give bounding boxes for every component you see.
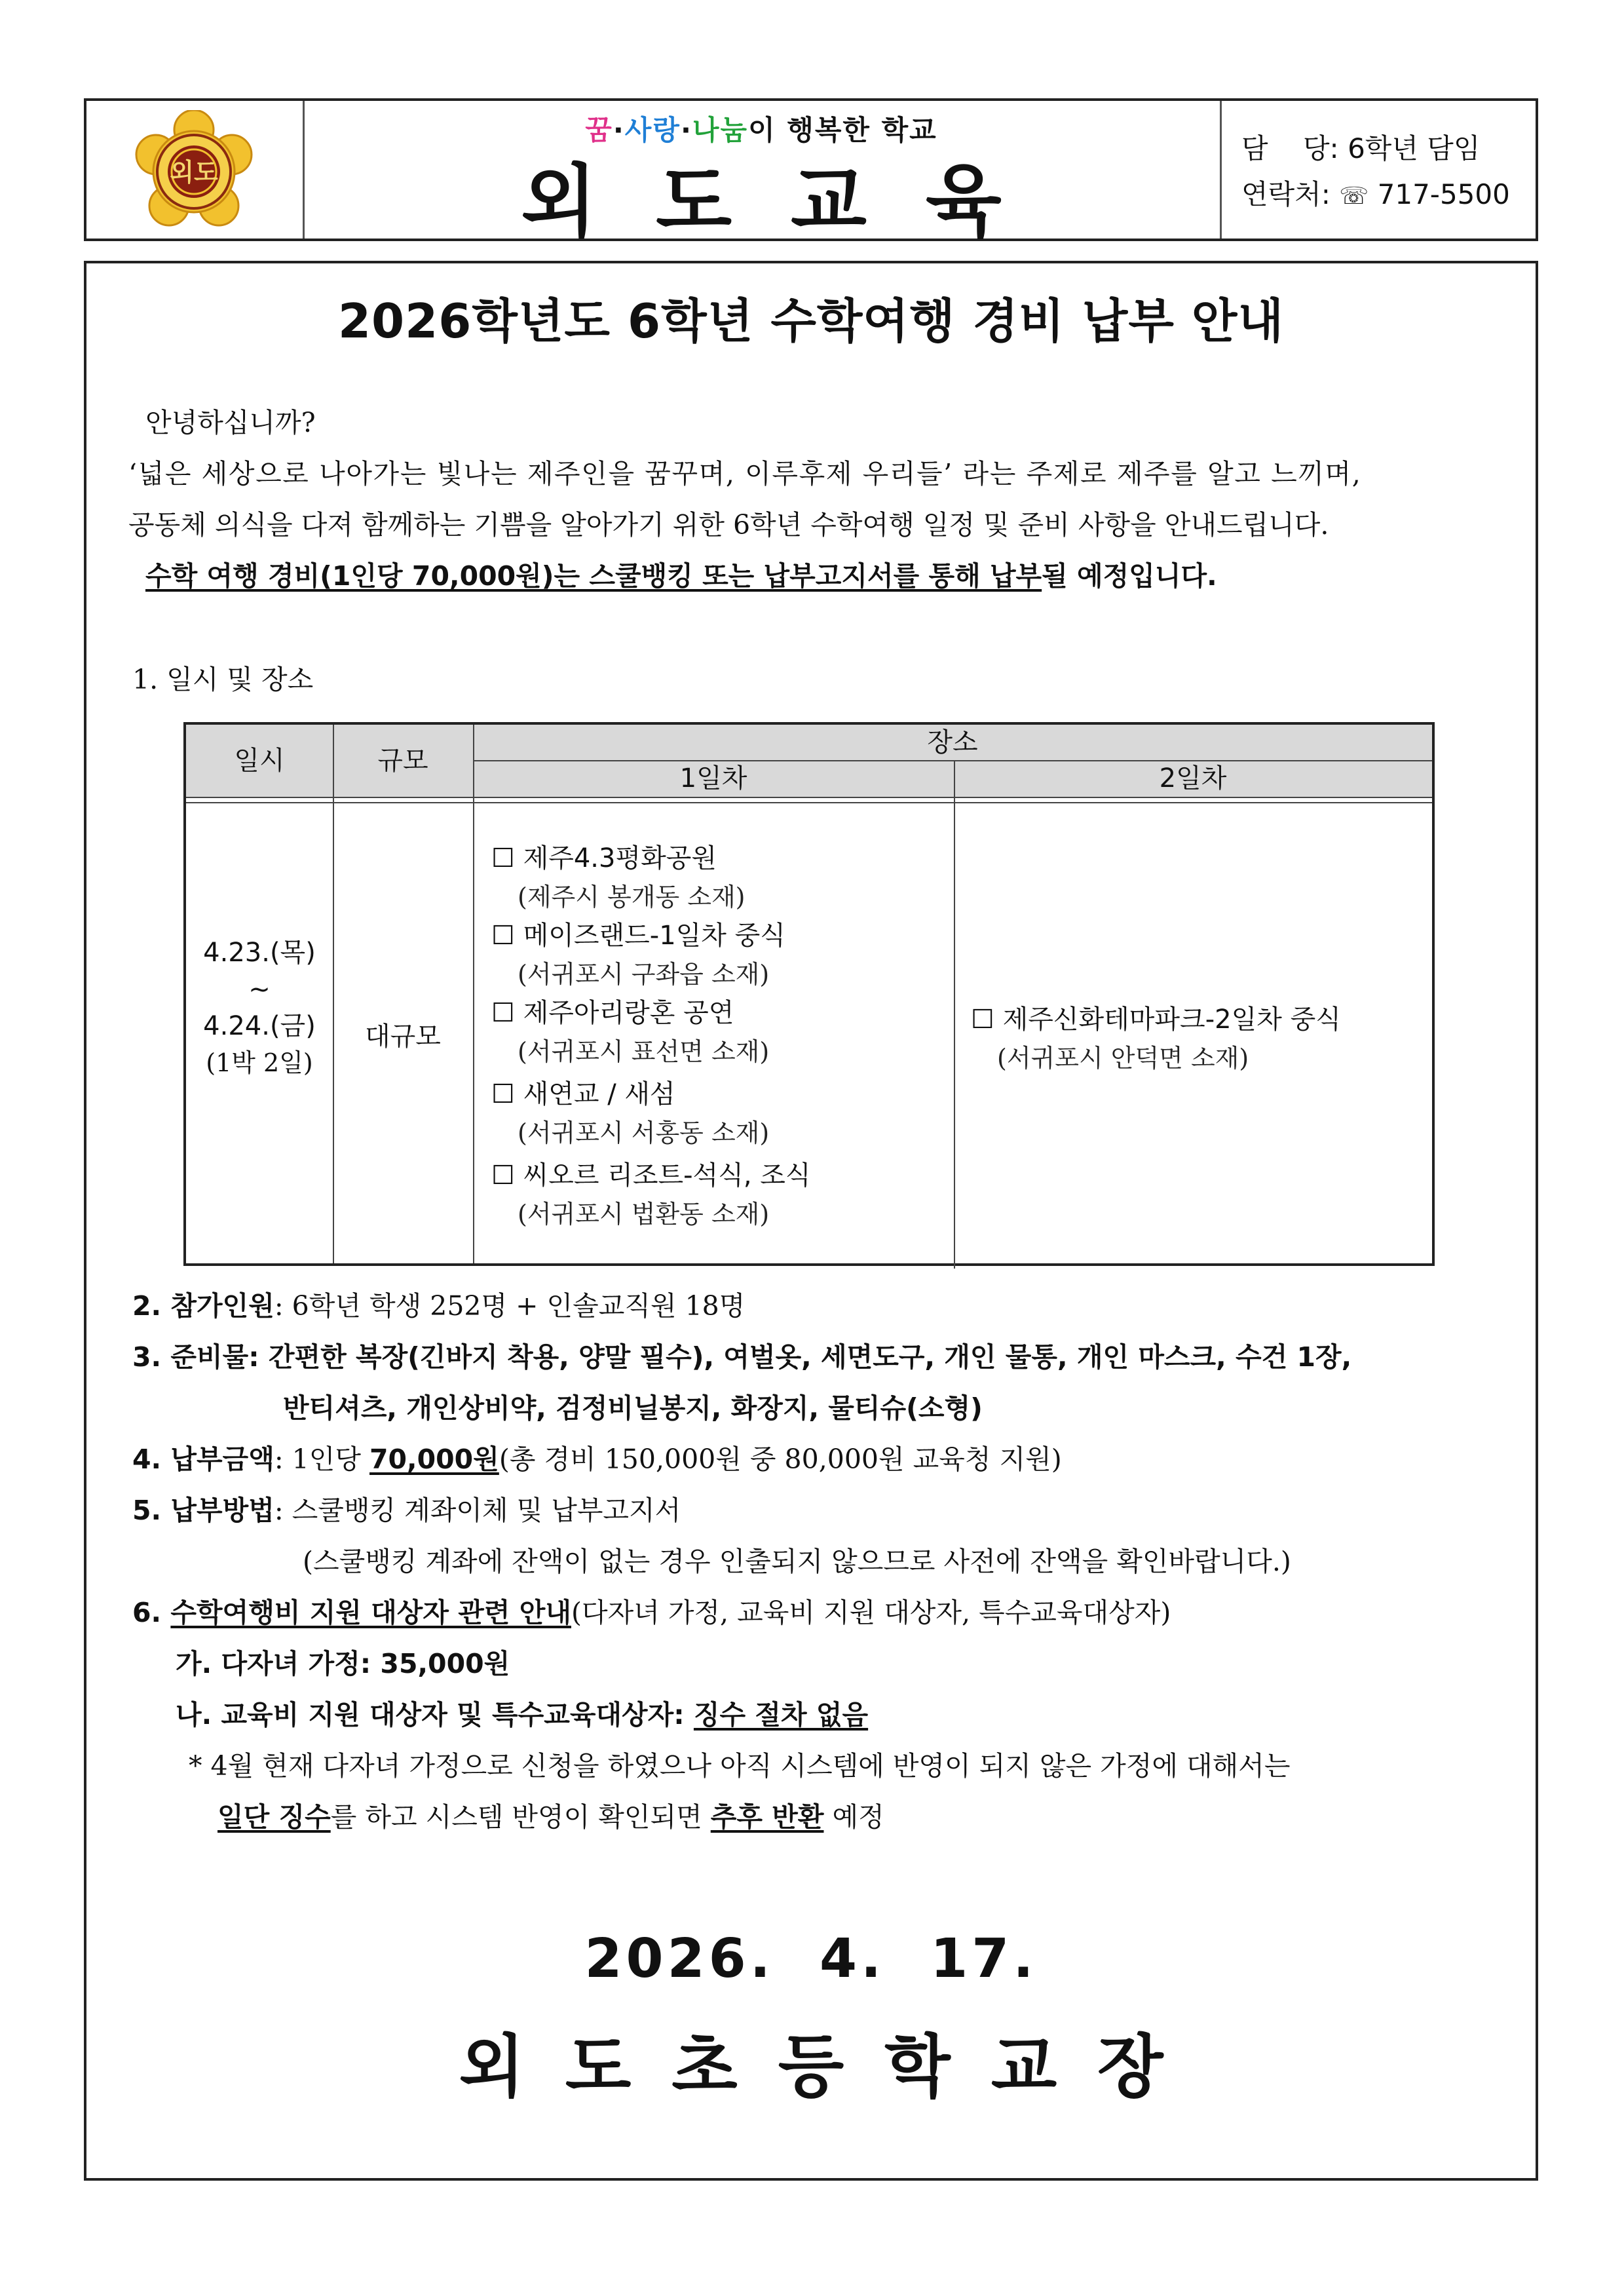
table-divider (473, 725, 474, 1263)
intro-line-2: 공동체 의식을 다져 함께하는 기쁨을 알아가기 위한 6학년 수학여행 일정 및 준비 사항을 안내드립니다. (128, 509, 1329, 541)
note-line-2 (217, 1795, 884, 1834)
day1-location: (제주시 봉개동 소재) (518, 883, 746, 911)
date-cell (186, 934, 333, 1081)
th-place: 장소 (473, 725, 1432, 760)
support-aid (176, 1693, 868, 1732)
slogan-rest: 이 행복한 학교 (748, 114, 937, 146)
note-underline: 일단 징수 (217, 1801, 331, 1833)
fee-rest: 될 예정입니다. (1042, 560, 1217, 592)
masthead-cell (303, 101, 1220, 248)
item-label: 수학여행비 지원 대상자 관련 안내 (170, 1597, 571, 1628)
emblem-text: 외도 (170, 158, 218, 187)
item-supplies (132, 1335, 1351, 1374)
support-multichild: 가. 다자녀 가정: 35,000원 (176, 1648, 510, 1679)
school-emblem-icon (132, 110, 255, 232)
date-end: 4.24.(금) (203, 1011, 316, 1041)
table-divider (333, 725, 334, 1263)
item-label: 2. 참가인원 (132, 1290, 274, 1322)
day2-place: ☐ 제주신화테마파크-2일차 중식 (971, 1004, 1341, 1035)
method-note: (스쿨뱅킹 계좌에 잔액이 없는 경우 인출되지 않으므로 사전에 잔액을 확인바랍니다.) (303, 1546, 1291, 1577)
contact-person (1241, 127, 1480, 166)
item-text: : 스쿨뱅킹 계좌이체 및 납부고지서 (274, 1495, 681, 1526)
slogan-dot: · (613, 114, 625, 146)
amount-value: 70,000원 (369, 1444, 499, 1475)
date-duration: (1박 2일) (206, 1048, 313, 1077)
item-number: 6. (132, 1597, 171, 1628)
item-text: : 6학년 학생 252명 + 인솔교직원 18명 (274, 1290, 746, 1322)
support-aid-value: 징수 절차 없음 (693, 1699, 869, 1731)
table-divider (954, 760, 955, 1269)
day1-location: (서귀포시 법환동 소재) (518, 1200, 770, 1229)
item-method (132, 1489, 681, 1527)
masthead-title: 외도교육 (521, 157, 1061, 248)
scale-cell: 대규모 (365, 1022, 441, 1052)
support-aid-label: 나. 교육비 지원 대상자 및 특수교육대상자: (176, 1699, 694, 1731)
letterhead (84, 98, 1538, 248)
item-amount (132, 1438, 1062, 1476)
note-text: 를 하고 시스템 반영이 확인되면 (330, 1801, 711, 1833)
item-supplies-cont: 반티셔츠, 개인상비약, 검정비닐봉지, 화장지, 물티슈(소형) (283, 1392, 983, 1424)
fee-underlined: 수학 여행 경비(1인당 70,000원)는 스쿨뱅킹 또는 납부고지서를 통해 납부 (145, 560, 1042, 592)
slogan-dot: · (680, 114, 692, 146)
greeting: 안녕하십니까? (145, 407, 316, 438)
day1-place: ☐ 제주아리랑혼 공연 (491, 998, 734, 1028)
contact-person-label: 담 당: (1241, 132, 1339, 164)
contact-cell (1220, 101, 1536, 239)
phone-icon: ☏ (1339, 183, 1369, 210)
item-label: 4. 납부금액 (132, 1444, 274, 1475)
slogan-love: 사랑 (624, 114, 681, 146)
th-scale: 규모 (333, 725, 473, 797)
note-text: 예정 (823, 1801, 884, 1833)
table-divider (473, 760, 1432, 761)
note-underline: 추후 반환 (710, 1801, 824, 1833)
contact-phone-value: 717-5500 (1377, 178, 1510, 210)
slogan-dream: 꿈 (585, 114, 613, 146)
principal-signature: 외도초등학교장 (459, 2027, 1204, 2107)
note-line-1: * 4월 현재 다자녀 가정으로 신청을 하였으나 아직 시스템에 반영이 되지 않은 가정에 대해서는 (189, 1750, 1291, 1782)
item-text: (다자녀 가정, 교육비 지원 대상자, 특수교육대상자) (571, 1597, 1171, 1628)
contact-phone-label: 연락처: (1241, 178, 1331, 210)
item-text: : 간편한 복장(긴바지 착용, 양말 필수), 여벌옷, 세면도구, 개인 물통, 개인 마스크, 수건 1장, (248, 1341, 1352, 1373)
day1-location: (서귀포시 표선면 소재) (518, 1037, 770, 1066)
document-title: 2026학년도 6학년 수학여행 경비 납부 안내 (337, 294, 1285, 349)
item-participants (132, 1284, 745, 1323)
schedule-table (183, 722, 1435, 1266)
day1-place: ☐ 씨오르 리조트-석식, 조식 (491, 1160, 811, 1191)
intro-line-3 (145, 554, 1217, 593)
item-support (132, 1591, 1171, 1630)
day1-place: ☐ 새연교 / 새섬 (491, 1079, 675, 1109)
day1-location: (서귀포시 서홍동 소재) (518, 1119, 770, 1147)
contact-person-value: 6학년 담임 (1348, 132, 1481, 164)
day1-place: ☐ 메이즈랜드-1일차 중식 (491, 921, 785, 951)
th-day2: 2일차 (954, 760, 1432, 797)
day1-location: (서귀포시 구좌읍 소재) (518, 960, 770, 989)
date-start: 4.23.(목) (203, 938, 316, 968)
section-1-heading: 1. 일시 및 장소 (132, 664, 314, 695)
day2-location: (서귀포시 안덕면 소재) (997, 1044, 1249, 1073)
logo-cell (86, 101, 305, 239)
table-divider (186, 802, 1432, 803)
th-date: 일시 (186, 725, 333, 797)
date-tilde: ~ (248, 974, 271, 1004)
slogan-share: 나눔 (692, 114, 749, 146)
table-divider (186, 797, 1432, 798)
intro-line-1: ‘넓은 세상으로 나아가는 빛나는 제주인을 꿈꾸며, 이루후제 우리들’ 라는 주제로 제주를 알고 느끼며, (128, 458, 1362, 489)
item-label: 3. 준비물 (132, 1341, 249, 1373)
issue-date: 2026. 4. 17. (584, 1928, 1038, 1990)
item-label: 5. 납부방법 (132, 1495, 274, 1526)
contact-phone (1241, 173, 1510, 212)
item-text: (총 경비 150,000원 중 80,000원 교육청 지원) (499, 1444, 1062, 1475)
item-text: : 1인당 (274, 1444, 369, 1475)
notice-body (84, 261, 1538, 2181)
th-day1: 1일차 (473, 760, 954, 797)
day1-place: ☐ 제주4.3평화공원 (491, 843, 717, 873)
